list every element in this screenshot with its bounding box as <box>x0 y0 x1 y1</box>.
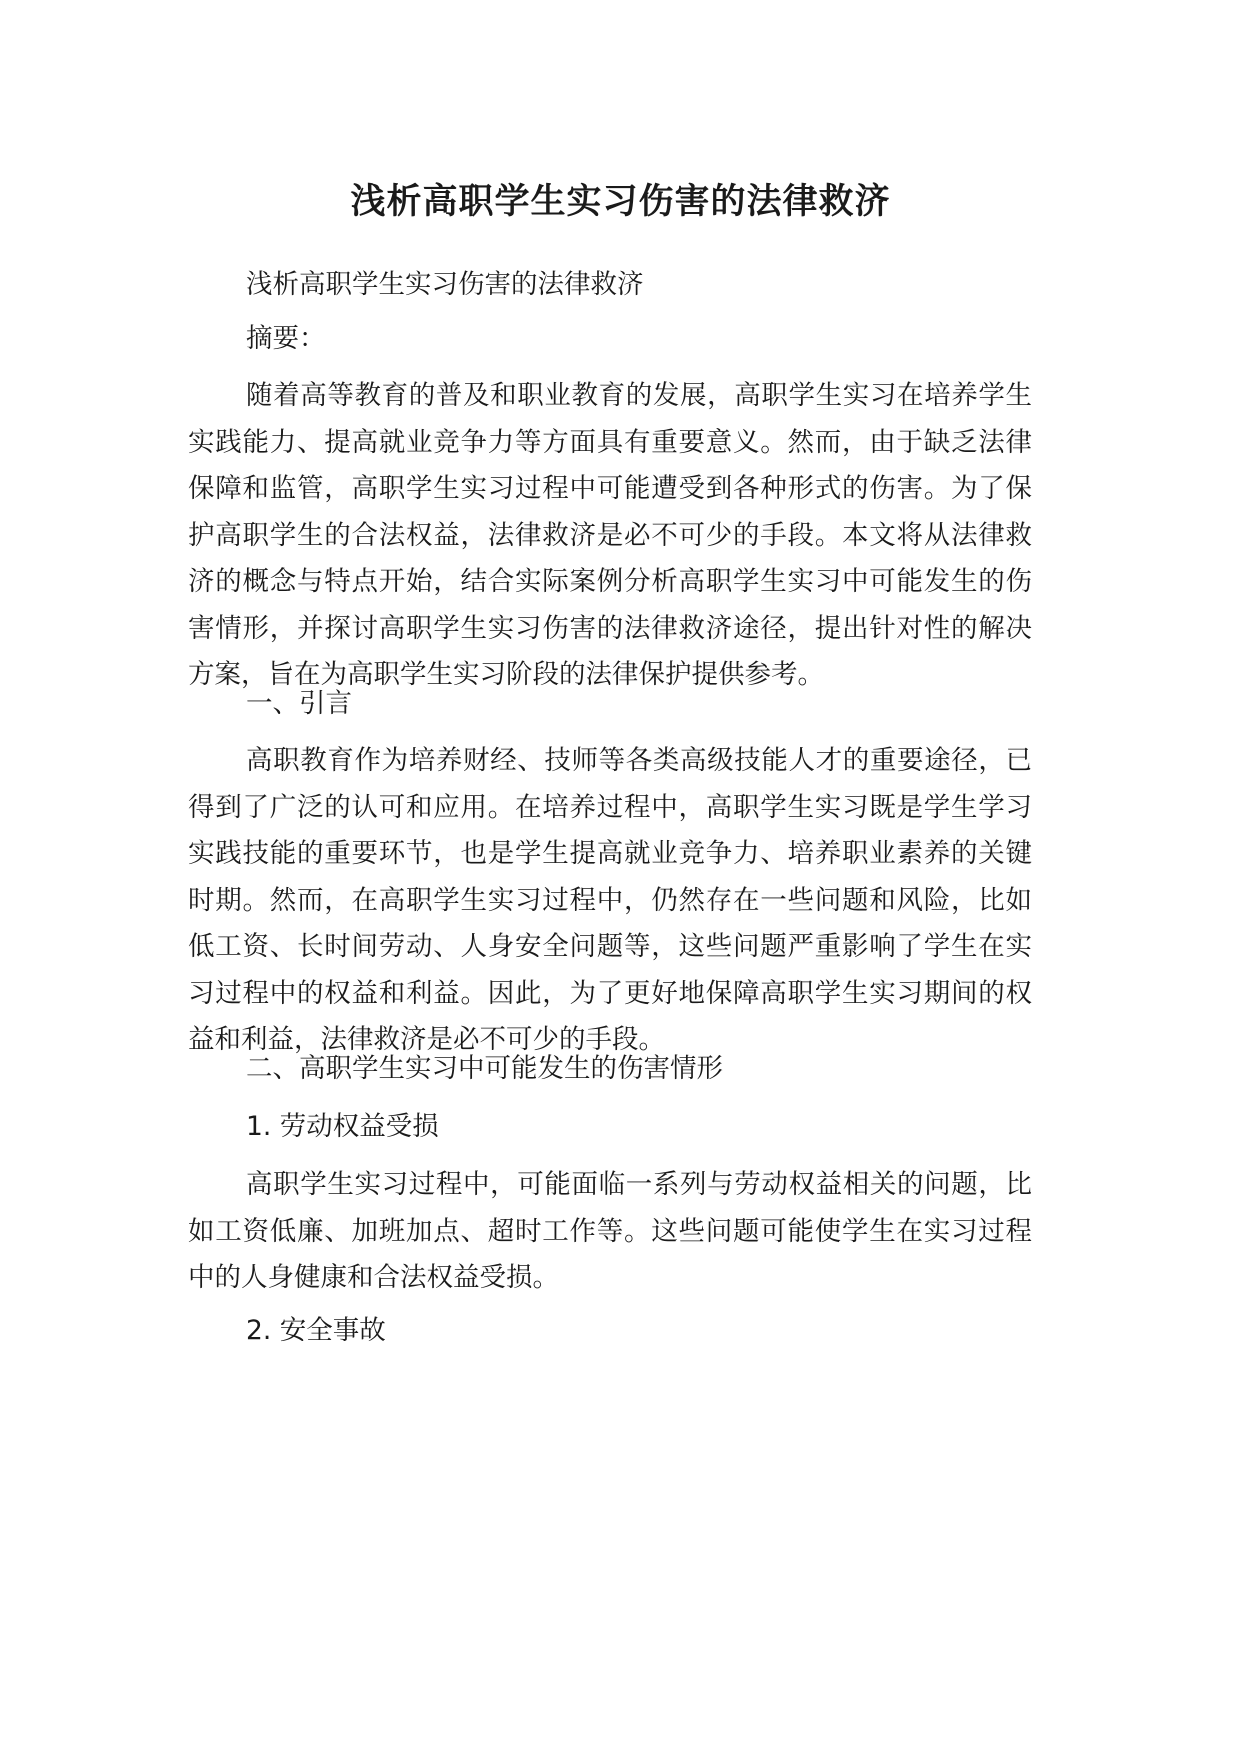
abstract-paragraph: 随着高等教育的普及和职业教育的发展，高职学生实习在培养学生实践能力、提高就业竞争力等方面具有重要意义。然而，由于缺乏法律保障和监管，高职学生实习过程中可能遭受到各种形式的伤害。为了保护高职学生的合法权益，法律救济是必不可少的手段。本文将从法律救济的概念与特点开始，结合实际案例分析高职学生实习中可能发生的伤害情形，并探讨高职学生实习伤害的法律救济途径，提出针对性的解决方案，旨在为高职学生实习阶段的法律保护提供参考。 <box>188 380 1032 690</box>
abstract-heading: 摘要： <box>246 323 326 354</box>
subtitle-paragraph: 浅析高职学生实习伤害的法律救济 <box>246 269 644 300</box>
labor-rights-paragraph: 高职学生实习过程中，可能面临一系列与劳动权益相关的问题，比如工资低廉、加班加点、超时工作等。这些问题可能使学生在实习过程中的人身健康和合法权益受损。 <box>188 1169 1032 1293</box>
section-heading-harm-situations: 二、高职学生实习中可能发生的伤害情形 <box>246 1053 723 1084</box>
document-title: 浅析高职学生实习伤害的法律救济 <box>350 182 891 222</box>
introduction-paragraph: 高职教育作为培养财经、技师等各类高级技能人才的重要途径，已得到了广泛的认可和应用。在培养过程中，高职学生实习既是学生学习实践技能的重要环节，也是学生提高就业竞争力、培养职业素养的关键时期。然而，在高职学生实习过程中，仍然存在一些问题和风险，比如低工资、长时间劳动、人身安全问题等，这些问题严重影响了学生在实习过程中的权益和利益。因此，为了更好地保障高职学生实习期间的权益和利益，法律救济是必不可少的手段。 <box>188 745 1032 1055</box>
section-heading-introduction: 一、引言 <box>246 688 352 719</box>
subheading-safety-accidents: 2. 安全事故 <box>246 1315 386 1346</box>
subheading-labor-rights: 1. 劳动权益受损 <box>246 1111 439 1142</box>
